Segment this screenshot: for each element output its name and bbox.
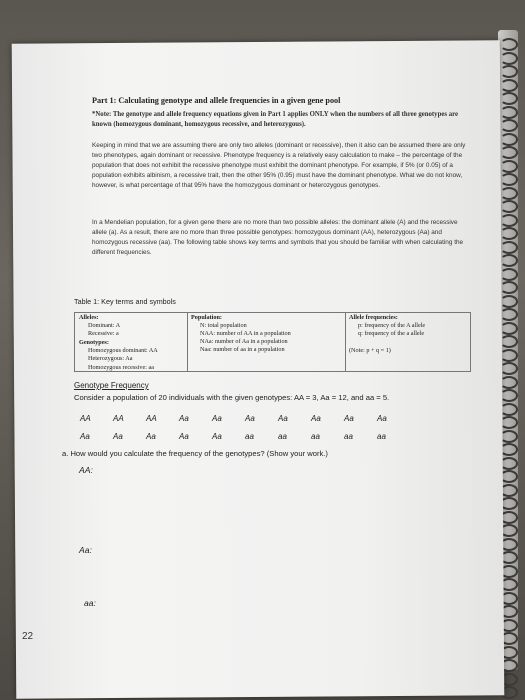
genotype-cell: Aa <box>278 414 288 423</box>
genotype-cell: aa <box>245 432 254 441</box>
binding-coil <box>500 133 518 146</box>
binding-coil <box>500 349 518 362</box>
binding-coil <box>500 376 518 389</box>
population-heading: Population: <box>191 314 222 321</box>
binding-coil <box>500 389 518 402</box>
binding-coil <box>500 362 518 375</box>
genotype-cell: aa <box>278 432 287 441</box>
binding-coil <box>500 268 518 281</box>
heterozygous-def: Heterozygous: Aa <box>88 355 133 363</box>
binding-coil <box>500 65 518 78</box>
n-total-def: N: total population <box>200 322 247 330</box>
binding-coil <box>500 322 518 335</box>
alleles-heading: Alleles: <box>79 314 99 321</box>
genotype-cell: aa <box>311 432 320 441</box>
binding-coil <box>500 214 518 227</box>
table-caption: Table 1: Key terms and symbols <box>74 297 176 306</box>
key-terms-table <box>74 312 471 372</box>
recessive-def: Recessive: a <box>88 330 119 338</box>
genotypes-heading: Genotypes: <box>79 339 109 347</box>
binding-coil <box>500 146 518 159</box>
table-col-alleles-genotypes <box>75 313 188 371</box>
page-number: 22 <box>22 631 34 642</box>
n-AA-def: NAA: number of AA in a population <box>200 330 291 338</box>
table-col-population <box>187 313 346 371</box>
genotype-cell: Aa <box>179 432 189 441</box>
n-aa-def: Naa: number of aa in a population <box>200 346 285 354</box>
genotype-cell: AA <box>80 414 91 423</box>
homozygous-recessive-def: Homozygous recessive: aa <box>88 363 154 371</box>
paragraph-mendelian: In a Mendelian population, for a given gene there are no more than two possible alleles: the dominant allele (A) and the recessive allele (a). As a result, there are no more than three possible genotypes: homozygous dominant (AA), heterozygous (Aa) and homozygous recessive (aa). The following table shows key terms and symbols that you should be familiar with when calculating the different frequencies. <box>92 219 464 256</box>
binding-coil <box>500 187 518 200</box>
binding-coil <box>500 92 518 105</box>
genotype-cell: Aa <box>80 432 90 441</box>
genotype-cell: aa <box>344 432 353 441</box>
genotype-cell: Aa <box>311 414 321 423</box>
binding-coil <box>500 308 518 321</box>
answer-Aa-label: Aa: <box>79 545 92 555</box>
binding-coil <box>500 52 518 65</box>
genotype-row-2 <box>80 432 410 441</box>
binding-coil <box>500 254 518 267</box>
p-plus-q-note: (Note: p + q = 1) <box>349 347 391 355</box>
binding-coil <box>500 160 518 173</box>
binding-coil <box>500 403 518 416</box>
genotype-cell: AA <box>113 414 124 423</box>
binding-coil <box>500 173 518 186</box>
genotype-frequency-description: Consider a population of 20 individuals with the given genotypes: AA = 3, Aa = 12, and aa = 5. <box>74 393 390 402</box>
paragraph-phenotype: Keeping in mind that we are assuming there are only two alleles (dominant or recessive), then it also can be assumed there are only two phenotypes, again dominant or recessive. Phenotype frequency is a relatively easy calculation to make – the percentage of the population that does not exhibit the recessive phenotype must exhibit the dominant phenotype. For example, if 5% (or 0.05) of a population exhibits albinism, a recessive trait, then the other 95% (0.95) must have the dominant phenotype. What we do not know, however, is what percentage of that 95% have the homozygous dominant or heterozygous genotypes. <box>92 142 466 189</box>
genotype-cell: Aa <box>377 414 387 423</box>
genotype-cell: aa <box>377 432 386 441</box>
binding-coil <box>500 416 518 429</box>
genotype-frequency-heading: Genotype Frequency <box>74 381 149 390</box>
genotype-cell: Aa <box>146 432 156 441</box>
answer-aa-label: aa: <box>84 598 96 608</box>
genotype-cell: Aa <box>245 414 255 423</box>
binding-coil <box>500 443 518 456</box>
genotype-cell: Aa <box>212 432 222 441</box>
note-text: *Note: The genotype and allele frequency equations given in Part 1 applies ONLY when the numbers of all three genotypes are known (homozygous dominant, homozygous recessive, and heterozygous). <box>92 111 459 128</box>
binding-coil <box>500 227 518 240</box>
binding-coil <box>500 281 518 294</box>
genotype-row-1 <box>80 414 410 423</box>
part-title: Part 1: Calculating genotype and allele frequencies in a given gene pool <box>92 96 341 105</box>
binding-coil <box>500 335 518 348</box>
binding-coil <box>500 295 518 308</box>
binding-coil <box>500 200 518 213</box>
genotype-cell: Aa <box>113 432 123 441</box>
binding-coil <box>500 430 518 443</box>
p-def: p: frequency of the A allele <box>358 322 426 330</box>
question-a: a. How would you calculate the frequency of the genotypes? (Show your work.) <box>62 449 328 458</box>
binding-coil <box>500 38 518 51</box>
table-col-allele-frequencies <box>345 313 470 371</box>
genotype-cell: Aa <box>212 414 222 423</box>
q-def: q: frequency of the a allele <box>358 330 425 338</box>
genotype-cell: Aa <box>179 414 189 423</box>
binding-coil <box>500 106 518 119</box>
genotype-cell: AA <box>146 414 157 423</box>
homozygous-dominant-def: Homozygous dominant: AA <box>88 347 158 355</box>
genotype-cell: Aa <box>344 414 354 423</box>
dominant-def: Dominant: A <box>88 322 121 330</box>
binding-coil <box>500 79 518 92</box>
binding-coil <box>500 241 518 254</box>
n-Aa-def: NAa: number of Aa in a population <box>200 338 288 346</box>
allele-frequencies-heading: Allele frequencies: <box>349 314 398 321</box>
answer-AA-label: AA: <box>79 465 93 475</box>
binding-coil <box>500 119 518 132</box>
